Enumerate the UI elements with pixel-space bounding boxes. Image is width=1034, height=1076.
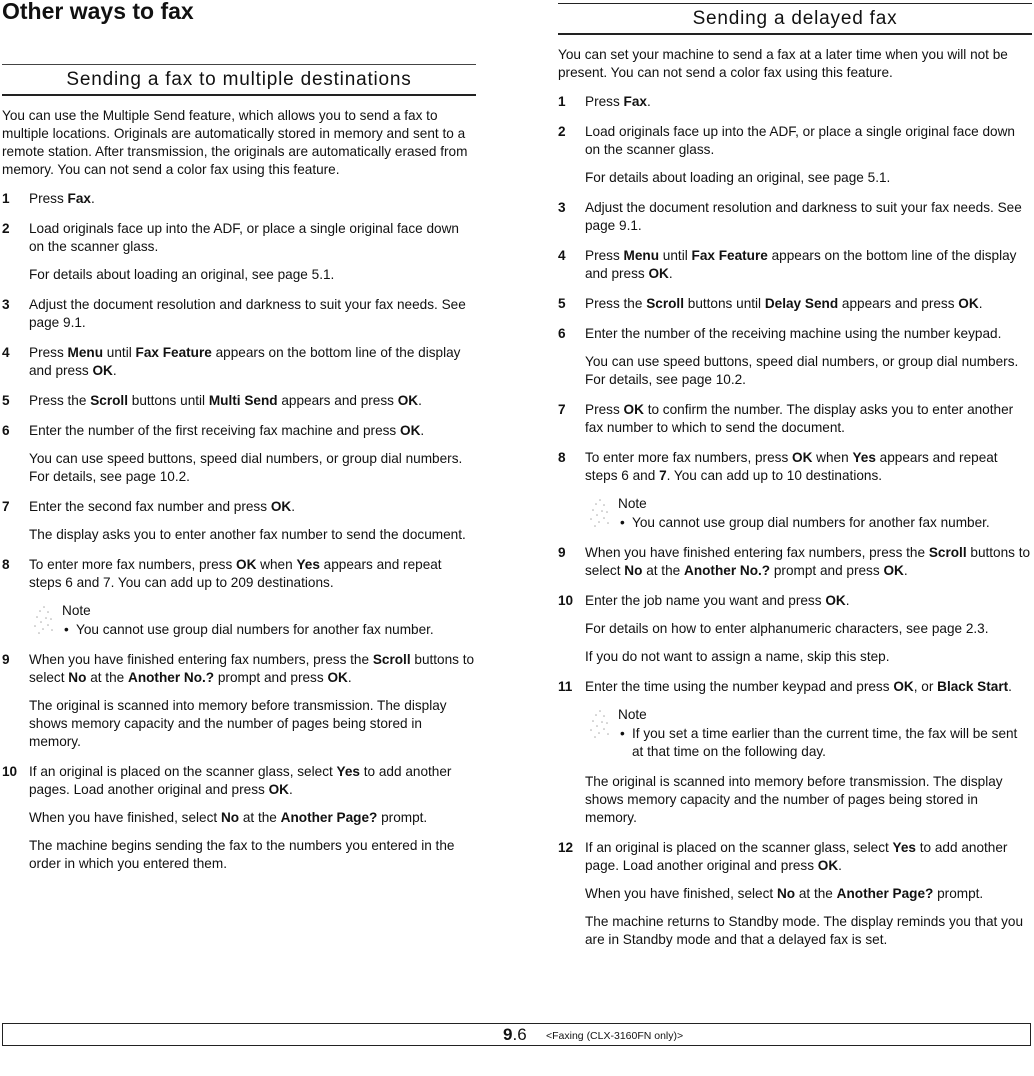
text-run: at the <box>795 886 837 901</box>
step-item <box>2 296 476 332</box>
step-number: 8 <box>558 450 566 465</box>
section-heading-multiple-destinations: Sending a fax to multiple destinations <box>2 64 476 96</box>
step-number: 10 <box>2 764 18 779</box>
text-run: until <box>659 248 692 263</box>
bold-term: Scroll <box>928 545 967 560</box>
text-run: Press <box>585 402 624 417</box>
text-run: The machine begins sending the fax to the numbers you entered in the order in which you entered them. <box>29 838 455 871</box>
note-icon <box>32 604 56 638</box>
bold-term: OK <box>883 563 904 578</box>
step-item <box>558 93 1032 111</box>
step-number: 7 <box>558 402 566 417</box>
bold-term: OK <box>623 402 644 417</box>
page-footer <box>2 1023 1031 1046</box>
text-run: Enter the job name you want and press <box>585 593 826 608</box>
bold-term: Fax Feature <box>135 345 212 360</box>
step-number: 6 <box>558 326 566 341</box>
step-detail <box>29 837 476 873</box>
step-item <box>558 401 1032 437</box>
note-text: You cannot use group dial numbers for another fax number. <box>632 515 990 530</box>
step-detail <box>585 885 1032 903</box>
text-run: If an original is placed on the scanner glass, select <box>585 840 893 855</box>
text-run: Adjust the document resolution and darkness to suit your fax needs. See page 9.1. <box>585 200 1022 233</box>
step-item <box>2 190 476 208</box>
bold-term: OK <box>958 296 979 311</box>
text-run: . <box>838 858 842 873</box>
bold-term: OK <box>400 423 421 438</box>
text-run: . <box>112 363 117 378</box>
bold-term: Multi Send <box>208 393 278 408</box>
step-instruction <box>585 295 1032 313</box>
step-detail: You can use speed buttons, speed dial numbers, or group dial numbers. For details, see page 10.2. <box>585 354 1019 387</box>
text-run: When you have finished, select <box>585 886 777 901</box>
step-instruction <box>29 190 476 208</box>
text-run: . <box>978 296 983 311</box>
step-item <box>2 556 476 592</box>
step-instruction <box>585 93 1032 111</box>
bold-term: No <box>68 670 87 685</box>
bold-term: Scroll <box>90 393 128 408</box>
bold-term: Scroll <box>646 296 684 311</box>
step-instruction <box>29 392 476 410</box>
step-item <box>2 422 476 486</box>
note-item <box>618 725 1032 761</box>
step-number: 4 <box>558 248 566 263</box>
step-item <box>558 325 1032 389</box>
step-instruction <box>585 592 1032 610</box>
step-instruction <box>585 839 1032 875</box>
step-instruction <box>29 763 476 799</box>
bold-term: OK <box>397 393 419 408</box>
step-detail: The original is scanned into memory before transmission. The display shows memory capacity and the number of pages being stored in memory. <box>585 774 1003 825</box>
note-box <box>558 706 1032 761</box>
bold-term: Delay Send <box>764 296 839 311</box>
note-icon <box>588 708 612 742</box>
text-run: . <box>418 393 422 408</box>
step-number: 3 <box>2 297 10 312</box>
note-item <box>62 621 476 639</box>
step-number: 11 <box>558 679 573 694</box>
note-icon <box>588 497 612 531</box>
bold-term: Yes <box>852 450 876 465</box>
note-title: Note <box>618 707 647 722</box>
step-item <box>558 592 1032 666</box>
step-instruction <box>29 498 476 516</box>
text-run: Press the <box>29 393 91 408</box>
note-text: If you set a time earlier than the current time, the fax will be sent at that time on the following day. <box>632 726 1018 759</box>
step-item <box>2 220 476 284</box>
step-item <box>558 199 1032 235</box>
text-run: When you have finished, select <box>29 810 221 825</box>
text-run: Adjust the document resolution and darkness to suit your fax needs. See page 9.1. <box>29 297 466 330</box>
text-run: To enter more fax numbers, press <box>29 557 237 572</box>
note-title: Note <box>618 496 647 511</box>
step-item <box>558 123 1032 187</box>
section-intro: You can set your machine to send a fax at a later time when you will not be present. You can not send a color fax using this feature. <box>558 47 1008 80</box>
bold-term: Fax Feature <box>691 248 768 263</box>
step-instruction <box>585 449 1032 485</box>
step-number: 6 <box>2 423 10 438</box>
text-run: . <box>903 563 908 578</box>
text-run: prompt and press <box>214 670 328 685</box>
text-run: to add another page. Load another original and press <box>585 840 1008 873</box>
bullet-icon: • <box>64 622 69 637</box>
bold-term: Menu <box>623 248 660 263</box>
page-number-minor: .6 <box>512 1025 527 1044</box>
text-run: to add another pages. Load another original and press <box>29 764 452 797</box>
step-instruction <box>29 220 476 256</box>
step-instruction <box>585 325 1032 343</box>
text-run: appears on the bottom line of the display and press <box>29 345 461 378</box>
text-run: . You can add up to 10 destinations. <box>666 468 883 483</box>
bold-term: Yes <box>296 557 320 572</box>
step-detail: The original is scanned into memory before transmission. The display shows memory capacity and the number of pages being stored in memory. <box>29 698 447 749</box>
bold-term: Another Page? <box>280 810 378 825</box>
note-title: Note <box>62 603 91 618</box>
text-run: appears on the bottom line of the display and press <box>585 248 1017 281</box>
bold-term: Fax <box>623 94 647 109</box>
page-number <box>503 1025 527 1045</box>
bold-term: OK <box>825 593 846 608</box>
text-run: to confirm the number. The display asks you to enter another fax number to which to send the document. <box>585 402 1014 435</box>
text-run: . <box>646 94 651 109</box>
text-run: . <box>347 670 352 685</box>
step-number: 2 <box>2 221 10 236</box>
bold-term: OK <box>792 450 813 465</box>
bold-term: OK <box>270 499 292 514</box>
step-instruction <box>29 651 476 687</box>
text-run: appears and repeat steps 6 and 7. You can add up to 209 destinations. <box>29 557 442 590</box>
text-run: Load originals face up into the ADF, or place a single original face down on the scanner glass. <box>29 221 459 254</box>
step-item <box>2 392 476 410</box>
bold-term: OK <box>268 782 289 797</box>
chapter-label: <Faxing (CLX-3160FN only)> <box>546 1030 684 1042</box>
step-instruction <box>585 678 1032 696</box>
text-run: Press the <box>585 296 647 311</box>
step-item <box>558 839 1032 949</box>
bold-term: OK <box>236 557 257 572</box>
text-run: buttons until <box>127 393 209 408</box>
step-number: 9 <box>558 545 566 560</box>
text-run: , or <box>913 679 938 694</box>
step-detail: If you do not want to assign a name, skip this step. <box>585 649 890 664</box>
step-continuation <box>558 773 1032 827</box>
bold-term: Another No.? <box>684 563 771 578</box>
step-detail: For details on how to enter alphanumeric characters, see page 2.3. <box>585 621 989 636</box>
bold-term: OK <box>648 266 669 281</box>
text-run: . <box>668 266 673 281</box>
bold-term: Scroll <box>372 652 411 667</box>
step-instruction <box>585 199 1032 235</box>
text-run: Load originals face up into the ADF, or place a single original face down on the scanner glass. <box>585 124 1015 157</box>
step-instruction <box>29 344 476 380</box>
step-instruction <box>585 544 1032 580</box>
text-run: at the <box>239 810 281 825</box>
text-run: until <box>103 345 136 360</box>
step-item <box>2 344 476 380</box>
step-instruction <box>29 556 476 592</box>
bold-term: Yes <box>892 840 916 855</box>
text-run: . <box>291 499 295 514</box>
text-run: at the <box>642 563 684 578</box>
step-item <box>558 678 1032 696</box>
step-item <box>2 763 476 873</box>
step-number: 5 <box>558 296 566 311</box>
text-run: . <box>845 593 850 608</box>
page-title: Other ways to fax <box>2 0 194 24</box>
text-run: When you have finished entering fax numbers, press the <box>29 652 373 667</box>
text-run: buttons to select <box>29 652 475 685</box>
step-instruction <box>585 247 1032 283</box>
bold-term: No <box>776 886 796 901</box>
text-run: buttons until <box>683 296 765 311</box>
bold-term: OK <box>92 363 113 378</box>
text-run: prompt and press <box>770 563 884 578</box>
step-number: 1 <box>2 191 10 206</box>
note-box <box>2 602 476 639</box>
step-number: 5 <box>2 393 10 408</box>
text-run: To enter more fax numbers, press <box>585 450 793 465</box>
bullet-icon: • <box>620 726 625 741</box>
text-run: Enter the number of the receiving machine using the number keypad. <box>585 326 1002 341</box>
bold-term: 7 <box>659 468 667 483</box>
text-run: . <box>288 782 293 797</box>
text-run: appears and press <box>838 296 959 311</box>
text-run: appears and press <box>277 393 398 408</box>
step-item <box>558 449 1032 485</box>
bold-term: OK <box>893 679 914 694</box>
text-run: Press <box>585 248 624 263</box>
section-heading-delayed-fax: Sending a delayed fax <box>558 3 1032 35</box>
text-run: buttons to select <box>585 545 1031 578</box>
bold-term: Yes <box>336 764 360 779</box>
step-number: 12 <box>558 840 574 855</box>
text-run: . <box>420 423 425 438</box>
bold-term: OK <box>817 858 839 873</box>
text-run: When you have finished entering fax numbers, press the <box>585 545 929 560</box>
step-list <box>2 190 476 873</box>
step-item <box>2 651 476 751</box>
bold-term: Fax <box>67 191 91 206</box>
step-number: 7 <box>2 499 10 514</box>
step-instruction <box>29 296 476 332</box>
step-detail: For details about loading an original, see page 5.1. <box>585 170 891 185</box>
text-run: appears and repeat steps 6 and <box>585 450 998 483</box>
step-detail: You can use speed buttons, speed dial numbers, or group dial numbers. For details, see page 10.2. <box>29 451 463 484</box>
text-run: . <box>90 191 95 206</box>
text-run: prompt. <box>377 810 428 825</box>
step-instruction <box>585 123 1032 159</box>
page-number-major: 9 <box>503 1025 513 1044</box>
step-number: 3 <box>558 200 566 215</box>
text-run: Enter the second fax number and press <box>29 499 271 514</box>
step-item <box>2 498 476 544</box>
step-number: 2 <box>558 124 566 139</box>
right-column <box>558 3 1032 961</box>
text-run: . <box>1008 679 1012 694</box>
text-run: when <box>812 450 853 465</box>
bold-term: Another No.? <box>128 670 215 685</box>
step-number: 10 <box>558 593 574 608</box>
text-run: prompt. <box>933 886 984 901</box>
text-run: Press <box>585 94 624 109</box>
note-item <box>618 514 1032 532</box>
step-detail <box>29 809 476 827</box>
left-column <box>2 64 476 885</box>
step-item <box>558 247 1032 283</box>
text-run: If an original is placed on the scanner glass, select <box>29 764 337 779</box>
note-text: You cannot use group dial numbers for another fax number. <box>76 622 434 637</box>
step-number: 8 <box>2 557 10 572</box>
section-intro: You can use the Multiple Send feature, which allows you to send a fax to multiple locations. Originals are automatically stored in memory and sent to a remote station. After transmission, the originals are automatically erased from memory. You can not send a color fax using this feature. <box>2 108 468 177</box>
text-run: at the <box>86 670 128 685</box>
step-number: 9 <box>2 652 10 667</box>
bold-term: No <box>624 563 643 578</box>
step-detail: The display asks you to enter another fax number to send the document. <box>29 527 466 542</box>
step-detail <box>585 913 1032 949</box>
note-box <box>558 495 1032 532</box>
text-run: Enter the number of the first receiving fax machine and press <box>29 423 400 438</box>
bold-term: Menu <box>67 345 104 360</box>
text-run: Press <box>29 191 68 206</box>
bold-term: Another Page? <box>836 886 934 901</box>
text-run: The machine returns to Standby mode. The display reminds you that you are in Standby mode and that a delayed fax is set. <box>585 914 1024 947</box>
step-detail: For details about loading an original, see page 5.1. <box>29 267 335 282</box>
step-number: 4 <box>2 345 10 360</box>
bullet-icon: • <box>620 515 625 530</box>
text-run: Press <box>29 345 68 360</box>
text-run: when <box>256 557 297 572</box>
step-list <box>558 93 1032 949</box>
step-item <box>558 295 1032 313</box>
bold-term: No <box>220 810 240 825</box>
step-instruction <box>585 401 1032 437</box>
step-item <box>558 544 1032 580</box>
bold-term: Black Start <box>937 679 1009 694</box>
text-run: Enter the time using the number keypad and press <box>585 679 894 694</box>
step-instruction <box>29 422 476 440</box>
bold-term: OK <box>327 670 348 685</box>
step-number: 1 <box>558 94 566 109</box>
